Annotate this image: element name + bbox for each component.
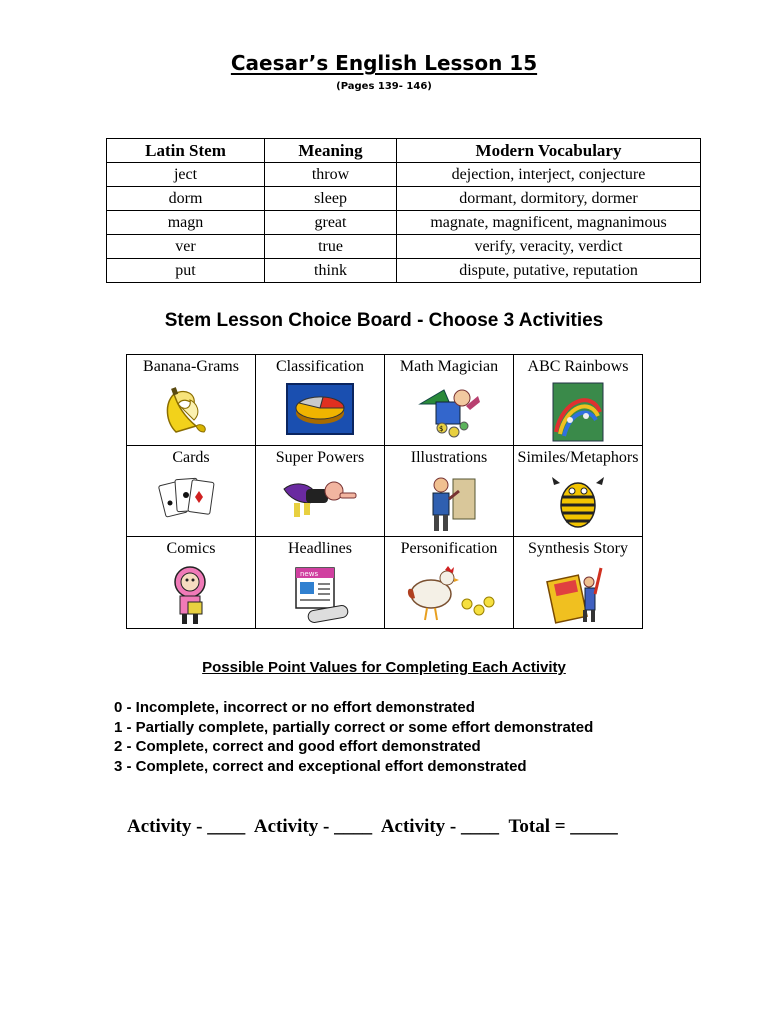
meaning-cell: true (265, 235, 397, 259)
activity-cell-abc-rainbows (514, 355, 643, 446)
vocabulary-cell: dispute, putative, reputation (397, 259, 701, 283)
activity-blank-3[interactable]: Activity - ____ (380, 816, 500, 837)
comic-character-icon (166, 564, 216, 626)
activity-label: Personification (400, 540, 498, 557)
painter-icon (419, 473, 479, 535)
activity-cell-math-magician (385, 355, 514, 446)
list-item: 0 - Incomplete, incorrect or no effort demonstrated (114, 699, 475, 716)
choice-board (126, 354, 643, 629)
activity-cell-synthesis-story (514, 537, 643, 629)
total-blank[interactable]: Total = _____ (508, 816, 618, 837)
list-item: 3 - Complete, correct and exceptional effort demonstrated (114, 757, 527, 775)
activity-cell-headlines (256, 537, 385, 629)
score-tally (127, 816, 623, 838)
svg-text:$: $ (439, 425, 444, 433)
column-header: Meaning (265, 139, 397, 163)
activity-label: Headlines (288, 540, 352, 557)
table-row (107, 187, 701, 211)
vocabulary-cell: dormant, dormitory, dormer (397, 187, 701, 211)
table-row (107, 163, 701, 187)
activity-label: Classification (276, 358, 364, 375)
activity-cell-super-powers (256, 446, 385, 537)
newspaper-icon (288, 564, 352, 626)
activity-label: ABC Rainbows (527, 358, 629, 375)
activity-label: Math Magician (399, 358, 499, 375)
playing-cards-icon (158, 473, 224, 525)
point-values-title: Possible Point Values for Completing Each Activity (202, 659, 566, 676)
activity-label: Banana-Grams (143, 358, 239, 375)
stem-cell: ject (107, 163, 265, 187)
stem-cell: ver (107, 235, 265, 259)
page-range: (Pages 139- 146) (336, 81, 432, 92)
list-item: 1 - Partially complete, partially correct or some effort demonstrated (114, 718, 594, 736)
choice-board-title: Stem Lesson Choice Board - Choose 3 Activities (164, 310, 604, 331)
activity-label: Synthesis Story (527, 540, 628, 557)
vocabulary-cell: magnate, magnificent, magnanimous (397, 211, 701, 235)
activity-cell-cards (127, 446, 256, 537)
activity-cell-personification (385, 537, 514, 629)
activity-cell-banana-grams (127, 355, 256, 446)
magician-icon (414, 382, 484, 440)
meaning-cell: think (265, 259, 397, 283)
activity-label: Illustrations (410, 449, 488, 466)
activity-label: Cards (172, 449, 210, 466)
bee-icon (548, 473, 608, 531)
table-row (107, 259, 701, 283)
banana-icon (156, 382, 226, 436)
activity-label: Super Powers (275, 449, 365, 466)
storybook-icon (545, 564, 611, 628)
activity-label: Similes/Metaphors (517, 449, 639, 466)
point-values-list (114, 698, 593, 776)
vocabulary-cell: dejection, interject, conjecture (397, 163, 701, 187)
meaning-cell: sleep (265, 187, 397, 211)
table-row (107, 235, 701, 259)
stem-cell: dorm (107, 187, 265, 211)
column-header: Modern Vocabulary (397, 139, 701, 163)
superhero-icon (280, 473, 360, 523)
activity-label: Comics (166, 540, 216, 557)
rainbow-icon (552, 382, 604, 442)
activity-blank-2[interactable]: Activity - ____ (253, 816, 373, 837)
page-title: Caesar’s English Lesson 15 (230, 51, 538, 75)
stem-cell: put (107, 259, 265, 283)
table-row (107, 211, 701, 235)
latin-stem-table (106, 138, 701, 283)
list-item: 2 - Complete, correct and good effort demonstrated (114, 738, 481, 755)
activity-blank-1[interactable]: Activity - ____ (127, 816, 246, 837)
meaning-cell: throw (265, 163, 397, 187)
svg-text:news: news (300, 570, 319, 578)
activity-cell-similes-metaphors (514, 446, 643, 537)
activity-cell-comics (127, 537, 256, 629)
pie-chart-icon (285, 382, 355, 436)
vocabulary-cell: verify, veracity, verdict (397, 235, 701, 259)
table-header-row (107, 139, 701, 163)
column-header: Latin Stem (107, 139, 265, 163)
activity-cell-classification (256, 355, 385, 446)
hen-and-chicks-icon (401, 564, 497, 624)
activity-cell-illustrations (385, 446, 514, 537)
meaning-cell: great (265, 211, 397, 235)
stem-cell: magn (107, 211, 265, 235)
